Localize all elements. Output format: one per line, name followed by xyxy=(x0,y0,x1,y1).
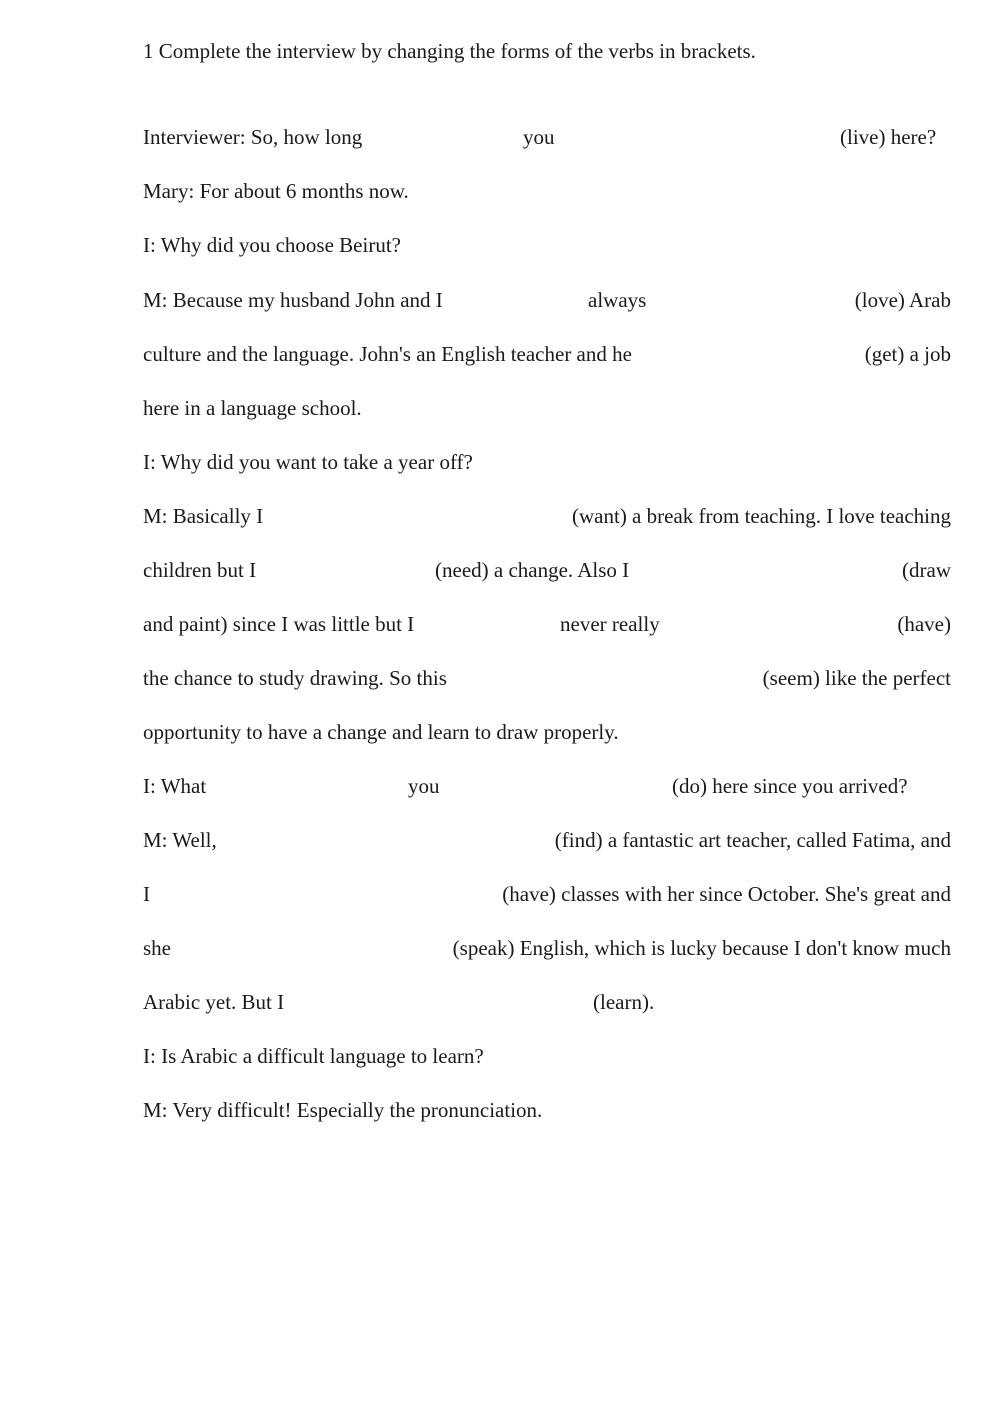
line-5-text-1: culture and the language. John's an English teacher and he xyxy=(143,342,632,366)
interview-line-16 xyxy=(143,935,951,961)
line-8-text-1: M: Basically I xyxy=(143,504,264,528)
interview-line-3 xyxy=(143,232,951,258)
line-10-text-3: (have) xyxy=(897,612,951,636)
interview-line-12 xyxy=(143,719,951,745)
line-4-text-3: (love) Arab xyxy=(854,288,951,312)
line-1-text-1: Interviewer: So, how long xyxy=(143,125,363,149)
line-15-text-1: I xyxy=(143,882,150,906)
interview-line-8 xyxy=(143,503,951,529)
line-16-text-2: (speak) English, which is lucky because I don't know much xyxy=(452,936,951,960)
interview-line-15 xyxy=(143,881,951,907)
interview-line-2 xyxy=(143,178,951,204)
line-3-text-1: I: Why did you choose Beirut? xyxy=(143,233,401,257)
interview-line-17 xyxy=(143,989,951,1015)
interview-line-13 xyxy=(143,773,951,799)
interview-line-19 xyxy=(143,1097,951,1123)
line-19-text-1: M: Very difficult! Especially the pronunciation. xyxy=(143,1098,543,1122)
line-9-text-3: (draw xyxy=(902,558,951,582)
instruction-heading xyxy=(143,38,951,64)
line-10-text-2: never really xyxy=(560,612,660,636)
line-14-text-2: (find) a fantastic art teacher, called Fatima, and xyxy=(554,828,951,852)
line-16-text-1: she xyxy=(143,936,171,960)
line-8-text-2: (want) a break from teaching. I love teaching xyxy=(572,504,951,528)
line-6-text-1: here in a language school. xyxy=(143,396,362,420)
line-5-text-2: (get) a job xyxy=(864,342,951,366)
line-17-text-2: (learn). xyxy=(593,990,655,1014)
line-13-text-2: you xyxy=(408,774,440,798)
line-13-text-1: I: What xyxy=(143,774,207,798)
interview-line-14 xyxy=(143,827,951,853)
line-4-text-2: always xyxy=(588,288,647,312)
line-7-text-1: I: Why did you want to take a year off? xyxy=(143,450,473,474)
interview-line-1 xyxy=(143,124,951,150)
interview-line-10 xyxy=(143,611,951,637)
line-2-text-1: Mary: For about 6 months now. xyxy=(143,179,409,203)
interview-line-4 xyxy=(143,287,951,313)
line-12-text-1: opportunity to have a change and learn to draw properly. xyxy=(143,720,619,744)
line-1-text-3: (live) here? xyxy=(840,125,937,149)
line-10-text-1: and paint) since I was little but I xyxy=(143,612,415,636)
line-1-text-2: you xyxy=(523,125,555,149)
interview-line-9 xyxy=(143,557,951,583)
line-9-text-1: children but I xyxy=(143,558,257,582)
instruction-text: 1 Complete the interview by changing the forms of the verbs in brackets. xyxy=(143,39,756,63)
interview-line-11 xyxy=(143,665,951,691)
interview-line-5 xyxy=(143,341,951,367)
line-18-text-1: I: Is Arabic a difficult language to learn? xyxy=(143,1044,484,1068)
line-14-text-1: M: Well, xyxy=(143,828,217,852)
interview-line-7 xyxy=(143,449,951,475)
interview-line-18 xyxy=(143,1043,951,1069)
line-17-text-1: Arabic yet. But I xyxy=(143,990,285,1014)
line-11-text-1: the chance to study drawing. So this xyxy=(143,666,447,690)
line-15-text-2: (have) classes with her since October. She's great and xyxy=(502,882,951,906)
line-4-text-1: M: Because my husband John and I xyxy=(143,288,443,312)
line-13-text-3: (do) here since you arrived? xyxy=(672,774,908,798)
interview-line-6 xyxy=(143,395,951,421)
line-11-text-2: (seem) like the perfect xyxy=(762,666,951,690)
line-9-text-2: (need) a change. Also I xyxy=(435,558,630,582)
